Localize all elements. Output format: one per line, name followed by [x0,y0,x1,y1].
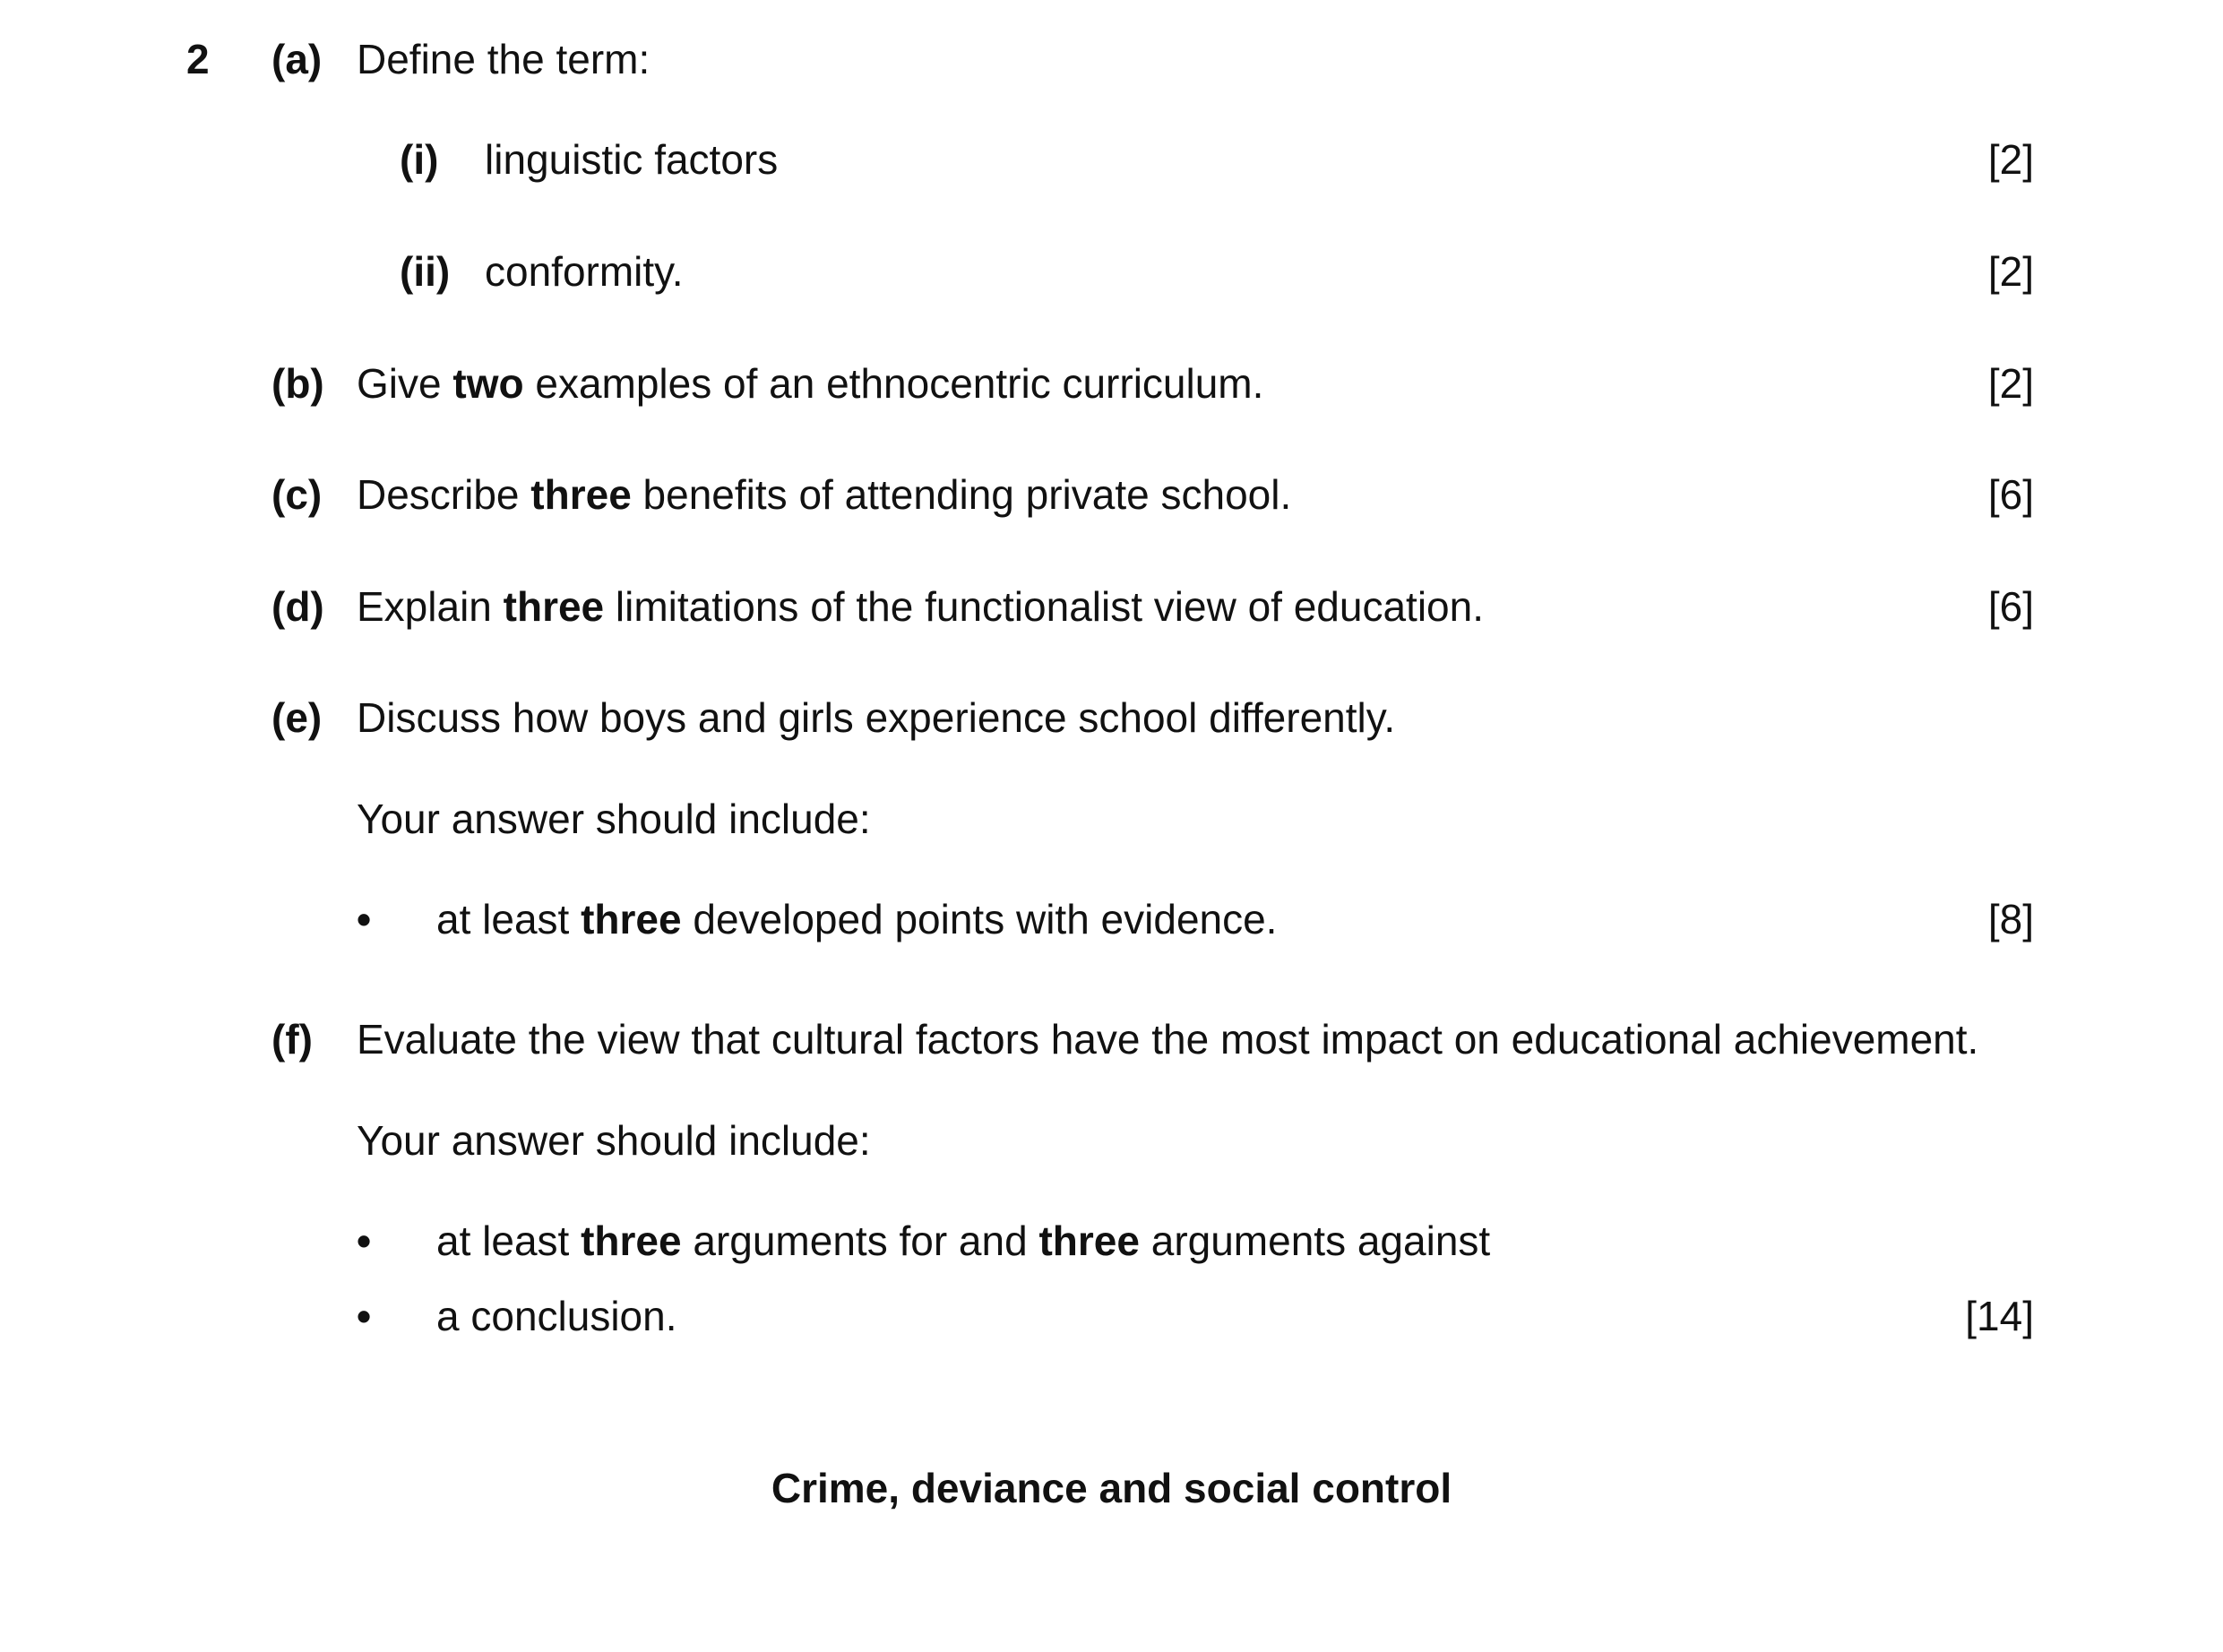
part-a-i-label: (i) [400,136,439,183]
part-f-label: (f) [271,1016,313,1063]
part-a-ii-marks: [2] [1987,248,2034,295]
part-a-i-text: linguistic factors [485,136,779,183]
part-e-label: (e) [271,694,323,741]
part-f-bullet-1-symbol: • [357,1217,372,1264]
part-e-marks: [8] [1987,896,2034,942]
part-e-text: Discuss how boys and girls experience school differently. [357,694,1396,741]
part-b-marks: [2] [1987,360,2034,407]
part-e-include: Your answer should include: [357,796,871,842]
part-a-text: Define the term: [357,36,651,82]
part-f-text: Evaluate the view that cultural factors have the most impact on educational achievement. [357,1016,1979,1063]
part-f-bullet-1-text: at least three arguments for and three arguments against [436,1217,1491,1264]
question-number: 2 [186,36,210,82]
part-a-ii-text: conformity. [485,248,684,295]
part-f-marks: [14] [1965,1293,2034,1339]
part-f-bullet-2-symbol: • [357,1293,372,1339]
part-d-text: Explain three limitations of the functionalist view of education. [357,583,1484,630]
part-b-text: Give two examples of an ethnocentric curriculum. [357,360,1264,407]
part-e-bullet-1-symbol: • [357,896,372,942]
part-c-label: (c) [271,471,323,518]
part-a-ii-label: (ii) [400,248,451,295]
part-f-include: Your answer should include: [357,1117,871,1164]
part-d-marks: [6] [1987,583,2034,630]
section-heading: Crime, deviance and social control [771,1465,1452,1511]
part-a-i-marks: [2] [1987,136,2034,183]
part-a-label: (a) [271,36,323,82]
part-b-label: (b) [271,360,324,407]
part-f-bullet-2-text: a conclusion. [436,1293,677,1339]
part-c-text: Describe three benefits of attending private school. [357,471,1292,518]
part-d-label: (d) [271,583,324,630]
part-e-bullet-1-text: at least three developed points with evidence. [436,896,1278,942]
part-c-marks: [6] [1987,471,2034,518]
